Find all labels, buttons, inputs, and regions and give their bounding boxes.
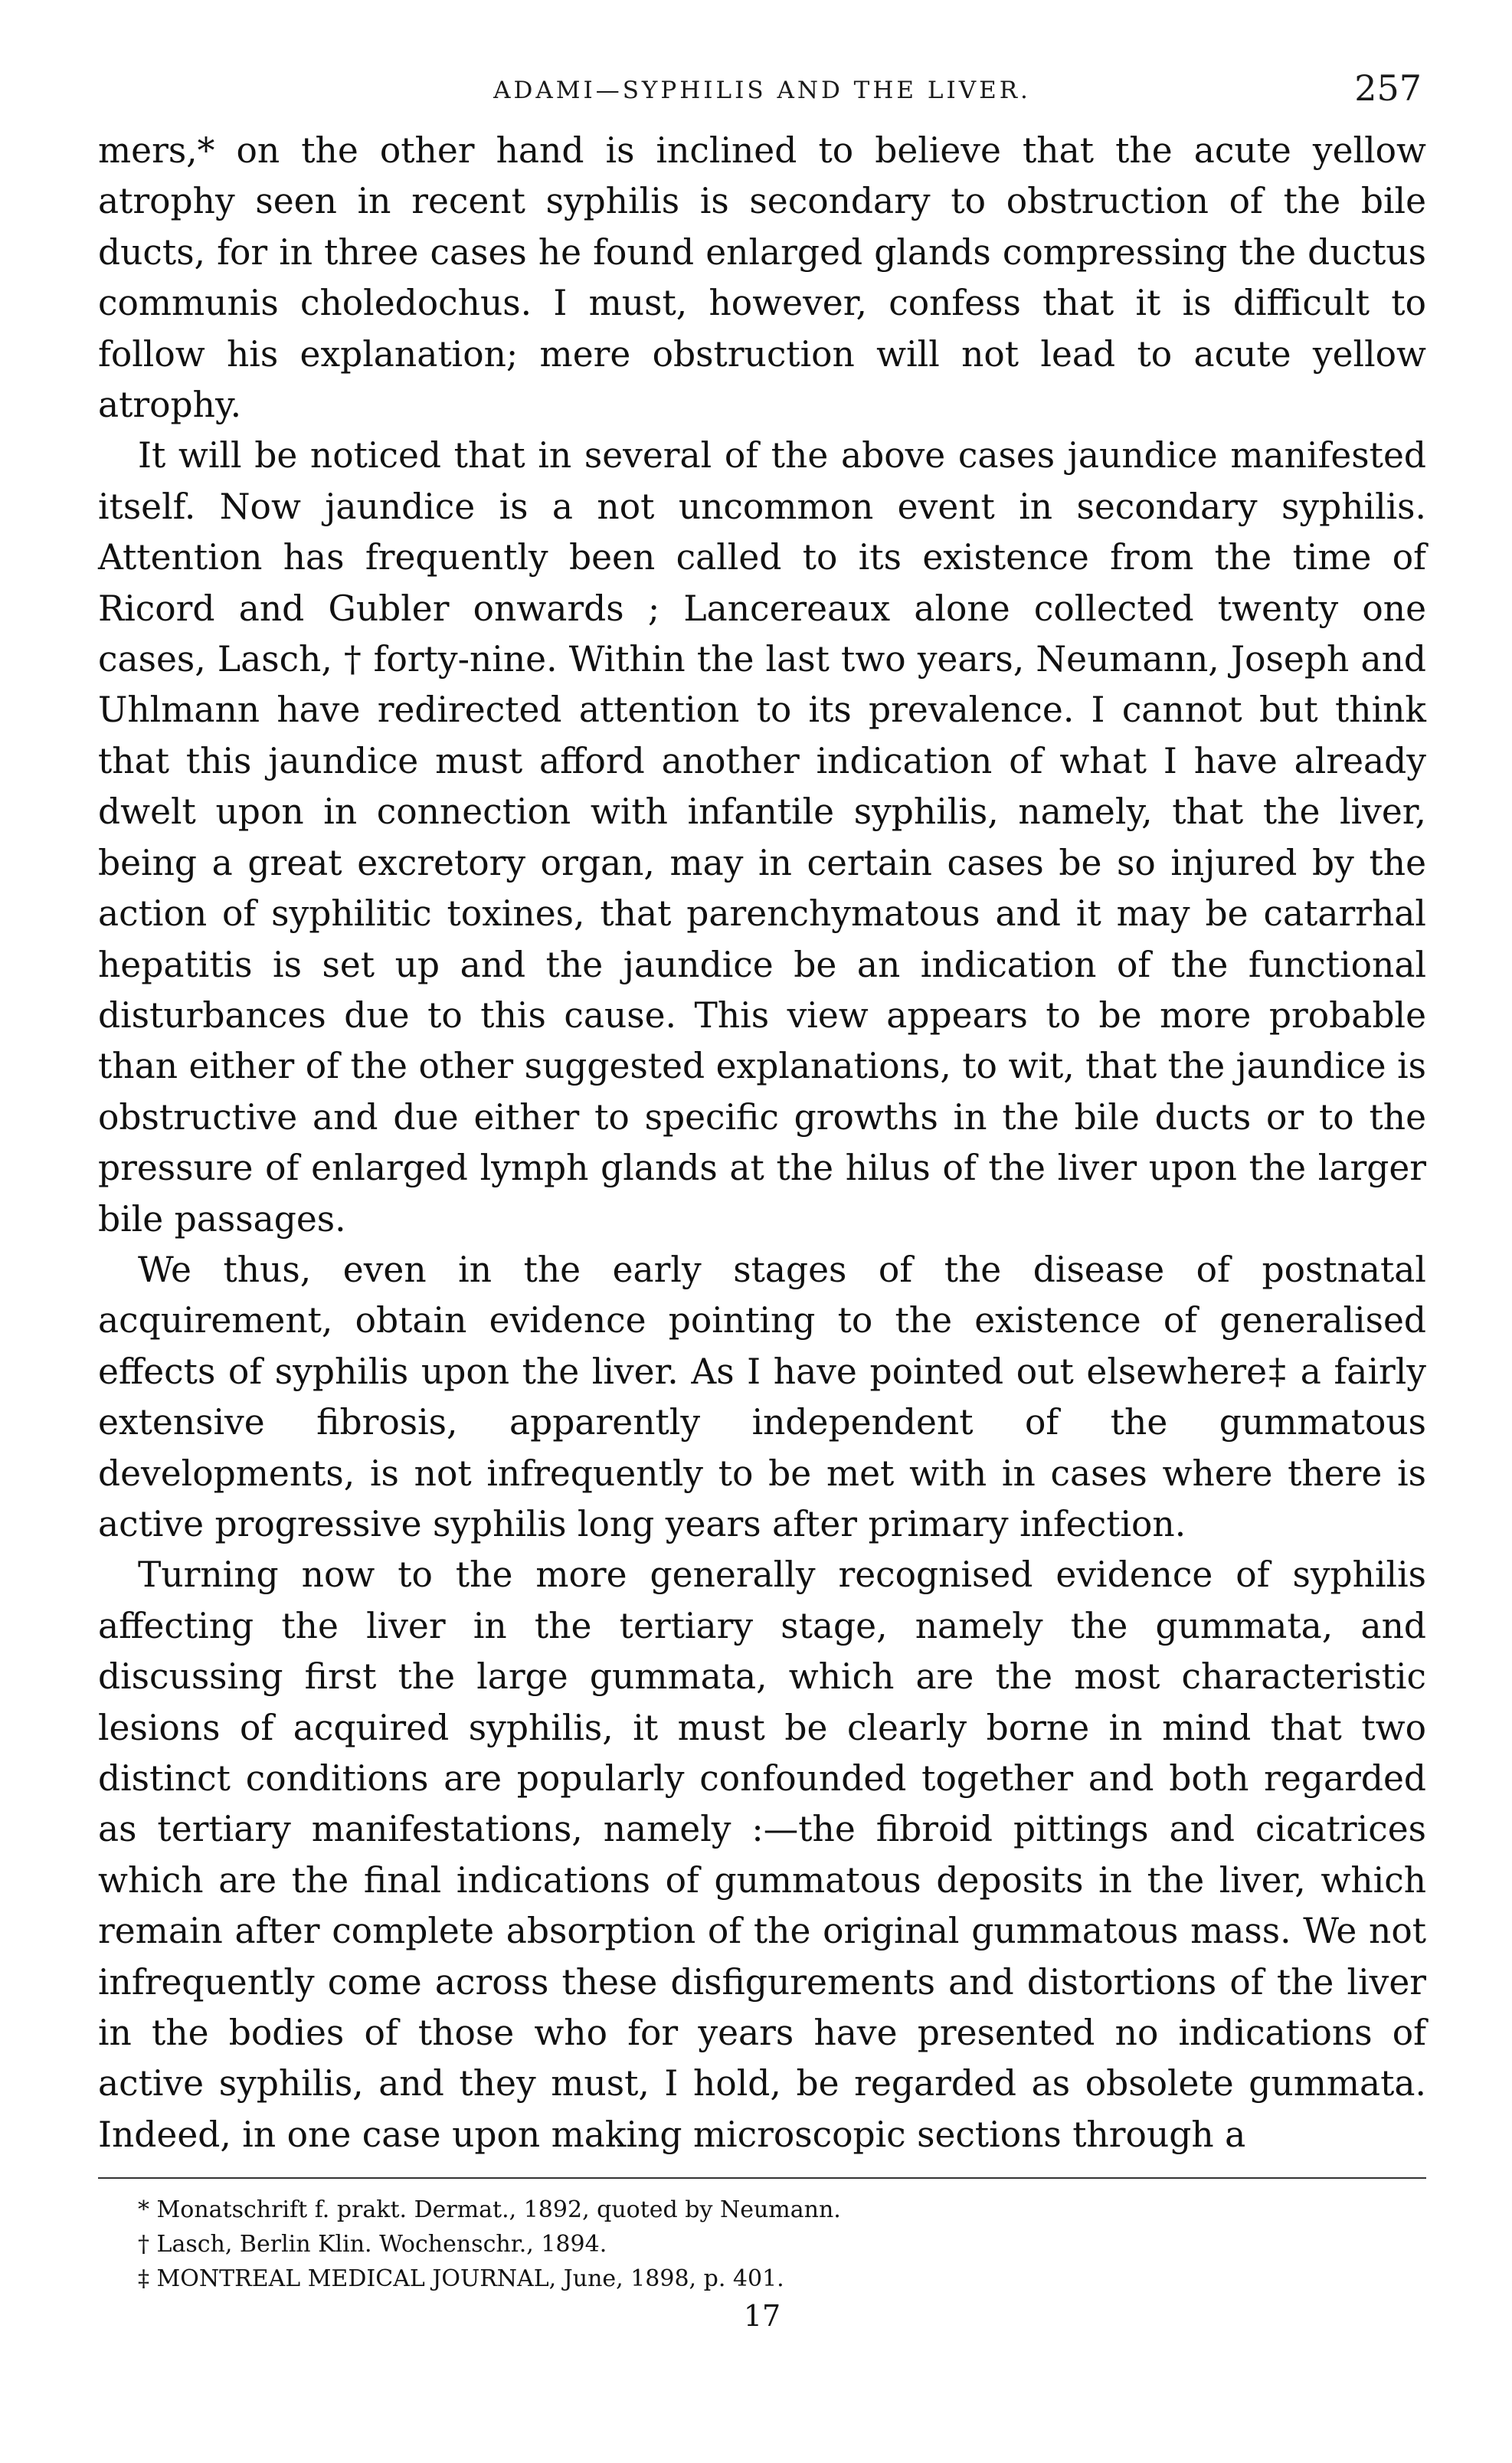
- paragraph-4: Turning now to the more generally recognised evidence of syphilis affecting the liver in the tertiary stage, namely the gummata, and discussing first the large gummata, which are the most characteristic lesions of acquired syphilis, it must be clearly borne in mind that two distinct conditions are popularly confounded together and both regarded as tertiary manifestations, namely :—the fibroid pittings and cicatrices which are the final indications of gummatous deposits in the liver, which remain after complete absorption of the original gummatous mass. We not infrequently come across these disfigurements and distortions of the liver in the bodies of those who for years have presented no indications of active syphilis, and they must, I hold, be regarded as obsolete gummata. Indeed, in one case upon making microscopic sections through a: [98, 1554, 1426, 2155]
- book-page: [98, 54, 1426, 2429]
- running-head: ADAMI—SYPHILIS AND THE LIVER.: [493, 77, 1031, 104]
- paragraph-2: It will be noticed that in several of the above cases jaundice manifested itself. Now jaundice is a not uncommon event in secondary syphilis. Attention has frequently been called to its existence from the time of Ricord and Gubler onwards ; Lancereaux alone collected twenty one cases, Lasch, † forty-nine. Within the last two years, Neumann, Joseph and Uhlmann have redirected attention to its prevalence. I cannot but think that this jaundice must afford another indication of what I have already dwelt upon in connection with infantile syphilis, namely, that the liver, being a great excretory organ, may in certain cases be so injured by the action of syphilitic toxines, that parenchymatous and it may be catarrhal hepatitis is set up and the jaundice be an indication of the functional disturbances due to this cause. This view appears to be more probable than either of the other suggested explanations, to wit, that the jaundice is obstructive and due either to specific growths in the bile ducts or to the pressure of enlarged lymph glands at the hilus of the liver upon the larger bile passages.: [98, 435, 1426, 1240]
- signature-folio: 17: [743, 2299, 781, 2334]
- footnote-1: * Monatschrift f. prakt. Dermat., 1892, quoted by Neumann.: [138, 2196, 841, 2224]
- page-header: [98, 54, 1426, 121]
- footnote-rule: [98, 2177, 1426, 2179]
- footnote-3: ‡ MONTREAL MEDICAL JOURNAL, June, 1898, p. 401.: [138, 2265, 784, 2293]
- paragraph-1: mers,* on the other hand is inclined to believe that the acute yellow atrophy seen in recent syphilis is secondary to obstruction of the bile ducts, for in three cases he found enlarged glands compressing the ductus communis choledochus. I must, however, confess that it is difficult to follow his explanation; mere obstruction will not lead to acute yellow atrophy.: [98, 130, 1426, 426]
- paragraph-3: We thus, even in the early stages of the disease of postnatal acquirement, obtain evidence pointing to the existence of generalised effects of syphilis upon the liver. As I have pointed out elsewhere‡ a fairly extensive fibrosis, apparently independent of the gummatous developments, is not infrequently to be met with in cases where there is active progressive syphilis long years after primary infection.: [98, 1249, 1426, 1544]
- body-text: [98, 126, 1426, 2160]
- page-number: 257: [1354, 67, 1422, 109]
- footnote-2: † Lasch, Berlin Klin. Wochenschr., 1894.: [138, 2231, 607, 2258]
- footnotes: [98, 2193, 1426, 2296]
